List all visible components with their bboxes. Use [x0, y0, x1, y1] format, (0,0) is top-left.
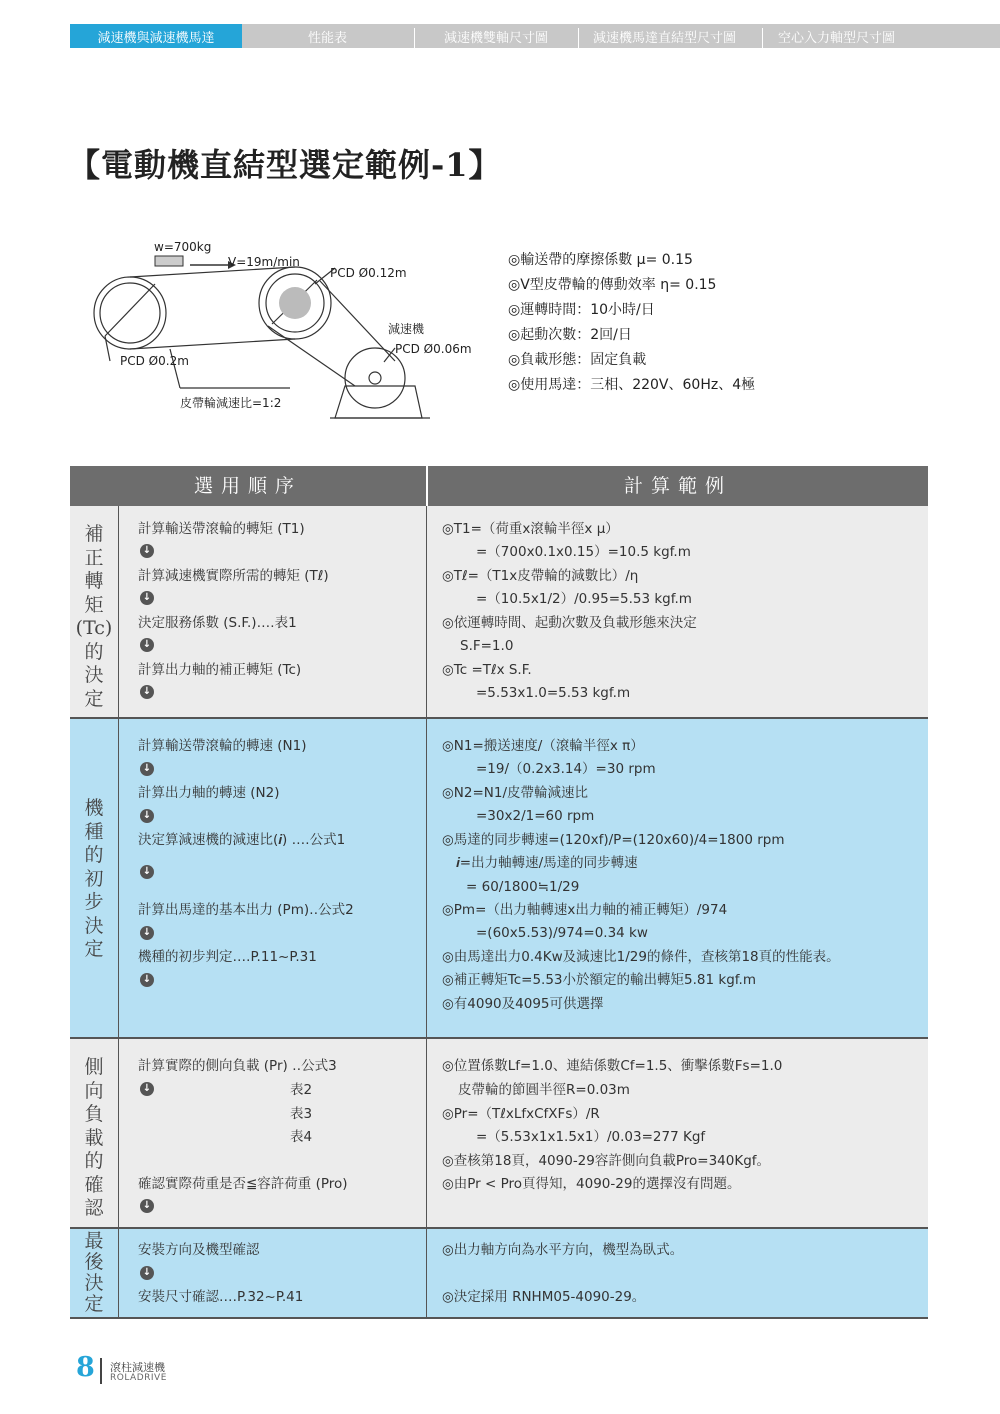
- belt-speed-label: V=19m/min: [228, 255, 300, 269]
- section-model-preliminary: [70, 719, 928, 1039]
- column-divider: [118, 1229, 119, 1317]
- arrow-down-icon: ↓: [140, 762, 154, 776]
- brand-name-en: ROLADRIVE: [110, 1373, 167, 1383]
- step-text: 機種的初步判定‥‥P.11~P.31: [138, 949, 317, 965]
- tab-hollow-shaft[interactable]: 空心入力軸型尺寸圖: [778, 31, 896, 46]
- column-divider: [426, 1039, 427, 1227]
- arrow-down-icon: ↓: [140, 926, 154, 940]
- calc-text: ◎查核第18頁，4090-29容許側向負載Pro=340Kgf。: [442, 1153, 771, 1169]
- page-number: 8: [76, 1352, 95, 1383]
- calc-text: =（5.53x1x1.5x1）/0.03=277 Kgf: [476, 1129, 706, 1145]
- step-text: 計算減速機實際所需的轉矩 (Tℓ): [138, 568, 329, 584]
- spec-operating-time: ◎運轉時間：10小時/日: [508, 302, 655, 318]
- table-header: [70, 466, 928, 506]
- arrow-down-icon: ↓: [140, 865, 154, 879]
- section-final-decision: [70, 1229, 928, 1319]
- footer-divider: [100, 1358, 102, 1384]
- section-label: 側 向 負 載 的 確 認: [84, 1056, 104, 1219]
- step-text: 計算輸送帶滾輪的轉速 (N1): [138, 738, 307, 754]
- calc-text: ◎馬達的同步轉速=(120xf)/P=(120x60)/4=1800 rpm: [442, 832, 785, 848]
- section-label: 機 種 的 初 步 決 定: [84, 797, 104, 960]
- step-text: 表2: [290, 1082, 313, 1098]
- column-divider: [118, 1039, 119, 1227]
- spec-friction: ◎輸送帶的摩擦係數 μ= 0.15: [508, 252, 693, 268]
- tab-divider: [414, 28, 415, 48]
- top-navigation: [70, 24, 1000, 48]
- arrow-down-icon: ↓: [140, 1082, 154, 1096]
- column-divider: [426, 506, 427, 717]
- step-text: 確認實際荷重是否≦容許荷重 (Pro): [138, 1176, 348, 1192]
- load-weight-label: w=700kg: [154, 240, 212, 254]
- spec-efficiency: ◎V型皮帶輪的傳動效率 η= 0.15: [508, 277, 717, 293]
- column-divider: [426, 719, 427, 1037]
- step-text: 安裝方向及機型確認: [138, 1242, 260, 1258]
- arrow-down-icon: ↓: [140, 1199, 154, 1213]
- calc-text: ◎Tℓ=（T1x皮帶輪的減數比）/η: [442, 568, 639, 584]
- arrow-down-icon: ↓: [140, 685, 154, 699]
- arrow-down-icon: ↓: [140, 809, 154, 823]
- arrow-down-icon: ↓: [140, 1266, 154, 1280]
- calc-text: ◎Pr=（TℓxLfxCfXFs）/R: [442, 1106, 600, 1122]
- calc-text: ◎決定採用 RNHM05-4090-29。: [442, 1289, 646, 1305]
- pcd-motor-pulley-label: PCD Ø0.06m: [395, 342, 472, 356]
- calc-text: ◎Tc =Tℓx S.F.: [442, 662, 532, 678]
- calc-text: ◎T1=（荷重x滾輪半徑x μ）: [442, 521, 619, 537]
- calc-text: ◎有4090及4095可供選擇: [442, 996, 604, 1012]
- calc-text: =5.53x1.0=5.53 kgf.m: [476, 685, 631, 701]
- calc-text: =（700x0.1x0.15）=10.5 kgf.m: [476, 544, 691, 560]
- conditions-list: [508, 248, 755, 398]
- pcd-idler-pulley-label: PCD Ø0.2m: [120, 354, 189, 368]
- calc-text: = 60/1800≒1/29: [466, 879, 580, 895]
- step-text: 計算輸送帶滾輪的轉矩 (T1): [138, 521, 305, 537]
- section-label: 補 正 轉 矩 (Tc) 的 決 定: [75, 523, 113, 710]
- section-label: 最 後 決 定: [84, 1230, 104, 1315]
- section-side-load-check: [70, 1039, 928, 1229]
- calc-text: 𝒊=出力軸轉速/馬達的同步轉速: [456, 855, 638, 871]
- calc-text: ◎補正轉矩Tc=5.53小於額定的輸出轉矩5.81 kgf.m: [442, 972, 756, 988]
- header-calculation-example: 計算範例: [623, 475, 732, 497]
- page-title: 【電動機直結型選定範例-1】: [68, 146, 502, 184]
- conveyor-diagram: [90, 236, 490, 426]
- tab-divider: [762, 28, 763, 48]
- brand-name-cn: 滾柱減速機: [110, 1361, 165, 1374]
- spec-load-type: ◎負載形態：固定負載: [508, 352, 647, 368]
- column-divider: [426, 1229, 427, 1317]
- step-text: 決定算減速機的減速比(𝒊) ‥‥公式1: [138, 832, 346, 848]
- tab-divider: [578, 28, 579, 48]
- spec-starts: ◎起動次數：2回/日: [508, 327, 632, 343]
- step-text: 安裝尺寸確認‥‥P.32~P.41: [138, 1289, 304, 1305]
- tab-dual-shaft[interactable]: 減速機雙軸尺寸圖: [444, 31, 549, 46]
- arrow-down-icon: ↓: [140, 544, 154, 558]
- arrow-down-icon: ↓: [140, 638, 154, 652]
- calc-text: =(60x5.53)/974=0.34 kw: [476, 925, 648, 941]
- calc-text: =（10.5x1/2）/0.95=5.53 kgf.m: [476, 591, 692, 607]
- column-divider: [118, 506, 119, 717]
- step-text: 計算出馬達的基本出力 (Pm)‥公式2: [138, 902, 354, 918]
- step-text: 表3: [290, 1106, 313, 1122]
- step-text: 決定服務係數 (S.F.)‥‥表1: [138, 615, 297, 631]
- section-torque-correction: [70, 506, 928, 719]
- calc-text: =19/（0.2x3.14）=30 rpm: [476, 761, 656, 777]
- column-divider: [118, 719, 119, 1037]
- arrow-down-icon: ↓: [140, 973, 154, 987]
- pulley-ratio-label: 皮帶輪減速比=1:2: [180, 396, 282, 410]
- step-text: 計算出力軸的轉速 (N2): [138, 785, 280, 801]
- calc-text: ◎由馬達出力0.4Kw及減速比1/29的條件，查核第18頁的性能表。: [442, 949, 840, 965]
- calc-text: =30x2/1=60 rpm: [476, 808, 595, 824]
- calc-text: ◎Pm=（出力軸轉速x出力軸的補正轉矩）/974: [442, 902, 728, 918]
- pcd-drive-pulley-label: PCD Ø0.12m: [330, 266, 407, 280]
- step-text: 計算實際的側向負載 (Pr) ‥公式3: [138, 1058, 337, 1074]
- tab-direct-motor[interactable]: 減速機馬達直結型尺寸圖: [593, 31, 737, 46]
- step-text: 表4: [290, 1129, 313, 1145]
- arrow-down-icon: ↓: [140, 591, 154, 605]
- calc-text: ◎出力軸方向為水平方向，機型為臥式。: [442, 1242, 684, 1258]
- calc-text: ◎N1=搬送速度/（滾輪半徑x π）: [442, 738, 644, 754]
- header-selection-order: 選用順序: [193, 475, 302, 497]
- spec-motor: ◎使用馬達：三相、220V、60Hz、4極: [508, 377, 756, 393]
- reducer-label: 減速機: [388, 322, 425, 336]
- tab-reducers[interactable]: 減速機與減速機馬達: [70, 24, 242, 48]
- step-text: 計算出力軸的補正轉矩 (Tc): [138, 662, 302, 678]
- calc-text: ◎依運轉時間、起動次數及負載形態來決定: [442, 615, 697, 631]
- calc-text: S.F=1.0: [460, 638, 514, 654]
- calc-text: 皮帶輪的節圓半徑R=0.03m: [458, 1082, 630, 1098]
- tab-performance[interactable]: 性能表: [308, 31, 348, 46]
- calc-text: ◎N2=N1/皮帶輪減速比: [442, 785, 589, 801]
- calc-text: ◎由Pr < Pro頁得知，4090-29的選擇沒有問題。: [442, 1176, 741, 1192]
- calc-text: ◎位置係數Lf=1.0、連結係數Cf=1.5、衝擊係數Fs=1.0: [442, 1058, 783, 1074]
